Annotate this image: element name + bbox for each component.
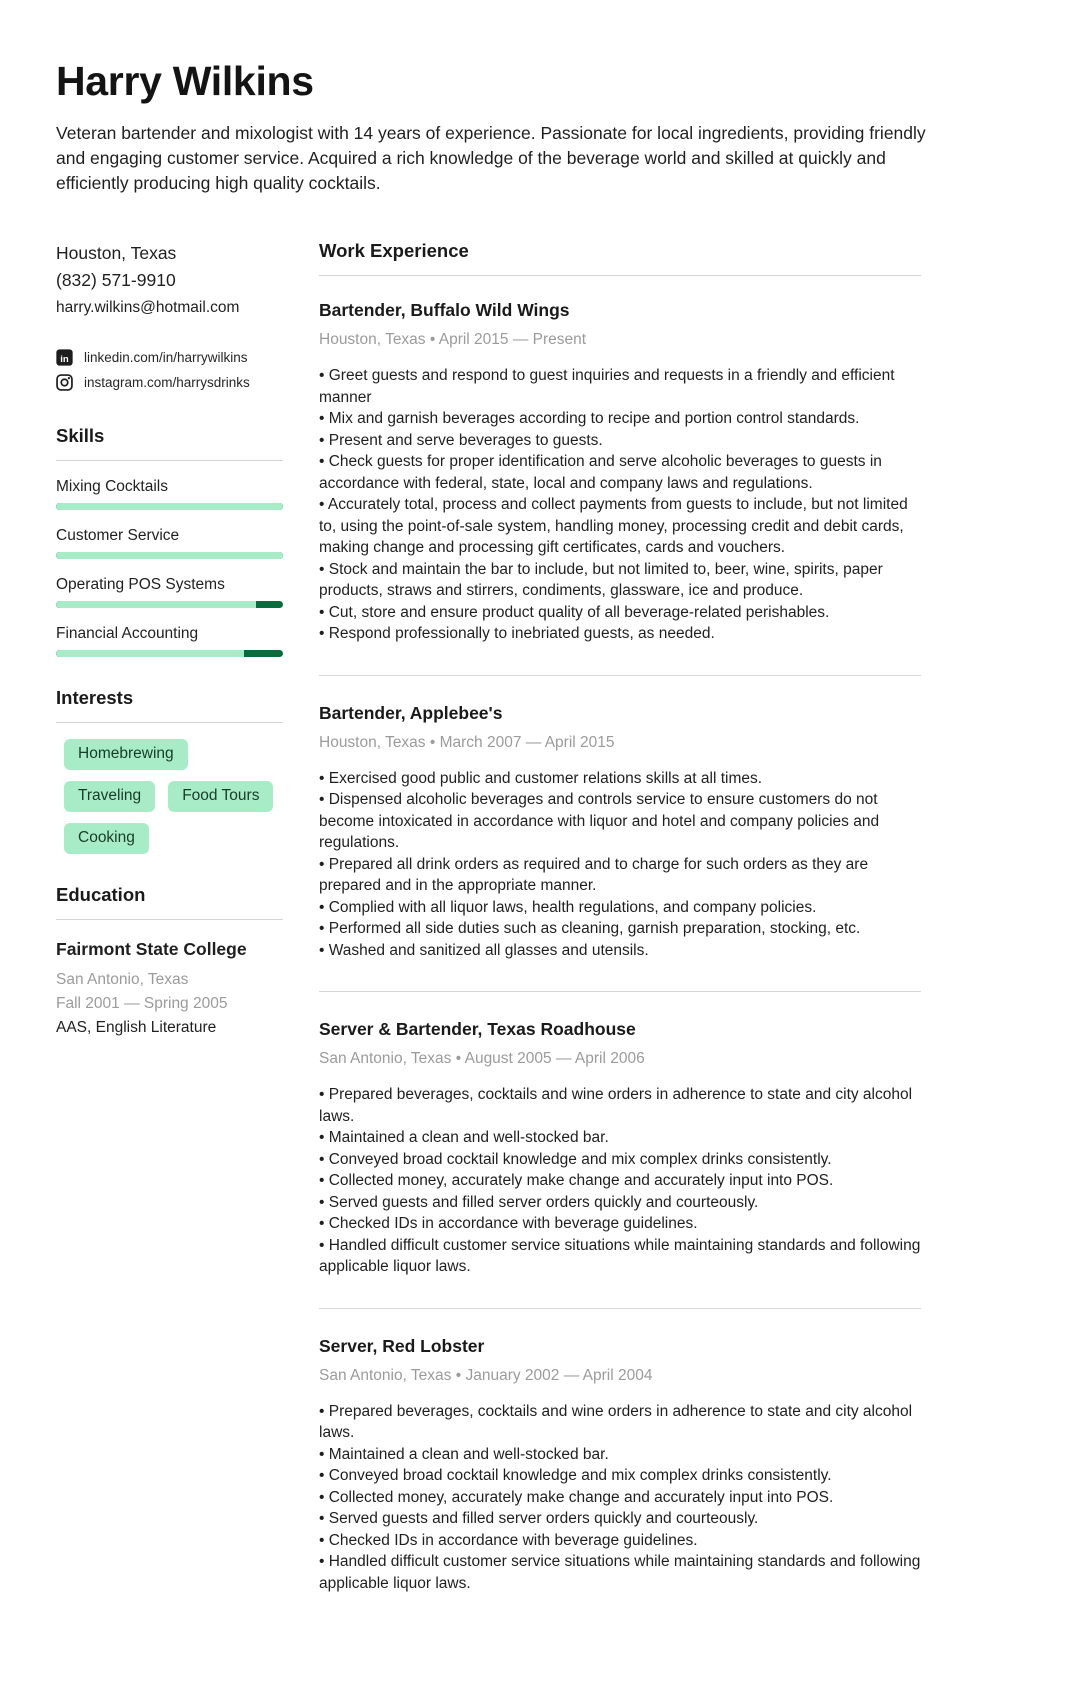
job-meta: San Antonio, Texas • August 2005 — April 2006 — [319, 1050, 645, 1067]
divider — [56, 722, 283, 723]
job-entry — [319, 1308, 921, 1595]
bullet-item: • Prepared beverages, cocktails and wine orders in adherence to state and city alcohol laws. — [319, 1084, 921, 1127]
instagram-label: instagram.com/harrysdrinks — [84, 375, 250, 390]
bullet-item: • Conveyed broad cocktail knowledge and mix complex drinks consistently. — [319, 1149, 921, 1171]
bullet-item: • Prepared beverages, cocktails and wine orders in adherence to state and city alcohol laws. — [319, 1401, 921, 1444]
job-meta: Houston, Texas • April 2015 — Present — [319, 331, 587, 348]
linkedin-link[interactable] — [56, 345, 283, 370]
job-entry — [319, 300, 921, 645]
skill-label: Mixing Cocktails — [56, 478, 168, 495]
skill-bar-fill — [56, 552, 283, 559]
bullet-item: • Accurately total, process and collect payments from guests to include, but not limited to, using the point-of-sale system, handling money, processing credit and debit cards, making change and processing gift certificates, cards and vouchers. — [319, 494, 921, 559]
skill-label: Customer Service — [56, 527, 180, 544]
job-entry — [319, 991, 921, 1278]
skill-label: Financial Accounting — [56, 625, 199, 642]
divider — [319, 275, 921, 276]
divider — [56, 460, 283, 461]
skill-bar — [56, 503, 283, 510]
bullet-item: • Stock and maintain the bar to include, but not limited to, beer, wine, spirits, paper products, straws and stirrers, condiments, glassware, ice and produce. — [319, 559, 921, 602]
bullet-item: • Present and serve beverages to guests. — [319, 430, 921, 452]
content-columns — [56, 240, 1080, 1594]
job-title: Server & Bartender, Texas Roadhouse — [319, 1019, 636, 1039]
bullet-item: • Performed all side duties such as cleaning, garnish preparation, stocking, etc. — [319, 918, 921, 940]
bullet-item: • Prepared all drink orders as required and to charge for such orders as they are prepared and in the appropriate manner. — [319, 854, 921, 897]
skill-label: Operating POS Systems — [56, 576, 225, 593]
skill-bar-fill — [56, 601, 256, 608]
bullet-item: • Maintained a clean and well-stocked bar. — [319, 1444, 921, 1466]
bullet-item: • Complied with all liquor laws, health regulations, and company policies. — [319, 897, 921, 919]
bullet-item: • Washed and sanitized all glasses and utensils. — [319, 940, 921, 962]
job-meta: San Antonio, Texas • January 2002 — April 2004 — [319, 1366, 653, 1384]
bullet-item: • Checked IDs in accordance with beverage guidelines. — [319, 1530, 921, 1552]
instagram-link[interactable] — [56, 370, 283, 395]
bullet-item: • Greet guests and respond to guest inquiries and requests in a friendly and efficient manner — [319, 365, 921, 408]
skill-bar-fill — [56, 650, 244, 657]
bullet-item: • Exercised good public and customer relations skills at all times. — [319, 768, 921, 790]
job-title: Bartender, Buffalo Wild Wings — [319, 300, 570, 320]
bullet-item: • Dispensed alcoholic beverages and controls service to ensure customers do not become intoxicated in accordance with liquor and hotel and company policies and regulations. — [319, 789, 921, 854]
job-bullets — [319, 1401, 921, 1595]
svg-text:in: in — [60, 353, 69, 365]
skill-item — [56, 625, 283, 657]
job-title: Bartender, Applebee's — [319, 702, 503, 723]
work-experience-section — [319, 240, 921, 1594]
bullet-item: • Handled difficult customer service situations while maintaining standards and following applicable liquor laws. — [319, 1551, 921, 1594]
job-bullets — [319, 1084, 921, 1278]
bullet-item: • Served guests and filled server orders quickly and courteously. — [319, 1192, 921, 1214]
education-dates: Fall 2001 — Spring 2005 — [56, 995, 228, 1012]
skill-item — [56, 527, 283, 559]
skill-bar — [56, 601, 283, 608]
linkedin-label: linkedin.com/in/harrywilkins — [84, 350, 248, 365]
page-title: Harry Wilkins — [56, 58, 314, 104]
education-title: Education — [56, 884, 146, 905]
interest-tag: Food Tours — [168, 781, 273, 812]
job-bullets — [319, 768, 921, 962]
skill-bar — [56, 552, 283, 559]
contact-location: Houston, Texas — [56, 243, 177, 263]
instagram-icon — [56, 374, 73, 391]
skill-item — [56, 478, 283, 510]
interest-tag: Cooking — [64, 823, 149, 854]
interest-tag: Traveling — [64, 781, 155, 812]
job-title: Server, Red Lobster — [319, 1335, 485, 1356]
bullet-item: • Check guests for proper identification and serve alcoholic beverages to guests in accordance with federal, state, local and company laws and regulations. — [319, 451, 921, 494]
social-links — [56, 345, 283, 395]
interests-title: Interests — [56, 687, 134, 708]
bullet-item: • Collected money, accurately make change and accurately input into POS. — [319, 1170, 921, 1192]
skill-item — [56, 576, 283, 608]
skill-bar-fill — [56, 503, 283, 510]
linkedin-icon — [56, 349, 73, 366]
bullet-item: • Collected money, accurately make change and accurately input into POS. — [319, 1487, 921, 1509]
contact-phone: (832) 571-9910 — [56, 270, 176, 290]
job-meta: Houston, Texas • March 2007 — April 2015 — [319, 733, 615, 751]
education-location: San Antonio, Texas — [56, 971, 189, 988]
divider — [56, 919, 283, 920]
bullet-item: • Respond professionally to inebriated guests, as needed. — [319, 623, 921, 645]
bullet-item: • Cut, store and ensure product quality of all beverage-related perishables. — [319, 602, 921, 624]
skills-section — [56, 425, 283, 657]
summary-text: Veteran bartender and mixologist with 14 years of experience. Passionate for local ingredients, providing friendly and engaging customer service. Acquired a rich knowledge of the beverage world and skilled at quickly and efficiently producing high quality cocktails. — [56, 123, 926, 193]
resume-header — [56, 58, 1080, 196]
interest-tags — [64, 739, 283, 854]
sidebar — [56, 240, 283, 1594]
job-bullets — [319, 365, 921, 645]
interest-tag: Homebrewing — [64, 739, 188, 770]
education-school: Fairmont State College — [56, 939, 247, 959]
bullet-item: • Served guests and filled server orders quickly and courteously. — [319, 1508, 921, 1530]
bullet-item: • Maintained a clean and well-stocked bar. — [319, 1127, 921, 1149]
education-degree: AAS, English Literature — [56, 1019, 217, 1036]
job-entry — [319, 675, 921, 962]
work-experience-title: Work Experience — [319, 240, 469, 261]
interests-section — [56, 687, 283, 854]
bullet-item: • Checked IDs in accordance with beverage guidelines. — [319, 1213, 921, 1235]
bullet-item: • Conveyed broad cocktail knowledge and mix complex drinks consistently. — [319, 1465, 921, 1487]
contact-email[interactable]: harry.wilkins@hotmail.com — [56, 299, 240, 316]
bullet-item: • Handled difficult customer service situations while maintaining standards and following applicable liquor laws. — [319, 1235, 921, 1278]
bullet-item: • Mix and garnish beverages according to recipe and portion control standards. — [319, 408, 921, 430]
contact-block — [56, 240, 283, 321]
skill-bar — [56, 650, 283, 657]
education-section — [56, 884, 283, 1040]
skills-title: Skills — [56, 425, 105, 446]
